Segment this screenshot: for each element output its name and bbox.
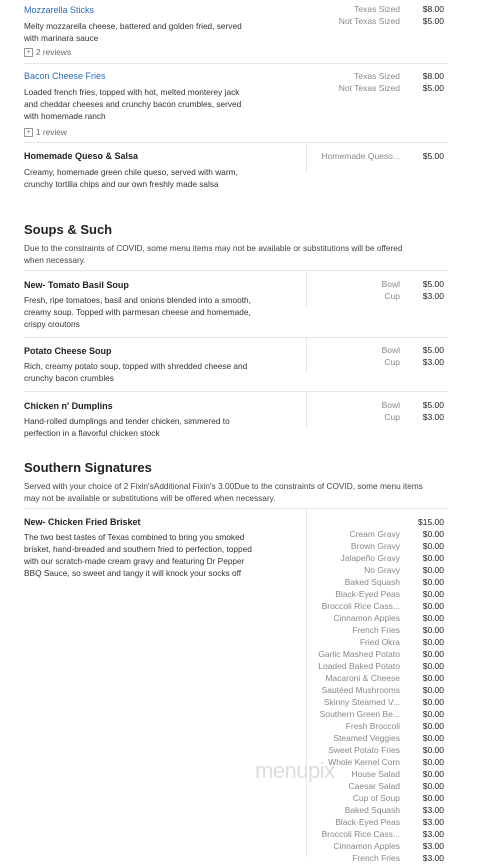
item-description: Loaded french fries, topped with hot, melted monterey jack and cheddar cheeses and crunchy bacon crumbles, served with homemade ranch	[24, 87, 242, 121]
size-labels	[339, 70, 400, 94]
fixin-price: $3.00	[422, 853, 444, 863]
fixin-name: Baked Squash	[344, 805, 400, 815]
fixin-name: Fried Okra	[359, 637, 400, 647]
fixin-option	[24, 612, 448, 624]
fixin-price: $0.00	[422, 673, 444, 683]
fixin-price: $3.00	[422, 841, 444, 851]
size-labels	[382, 344, 400, 368]
menu-item	[24, 337, 448, 392]
price: $5.00	[422, 400, 444, 410]
size-label: Bowl	[381, 345, 400, 355]
menu-item	[24, 392, 448, 444]
fixin-price: $0.00	[422, 637, 444, 647]
fixin-name: Broccoli Rice Cass...	[321, 829, 400, 839]
item-description: Creamy, homemade green chile queso, served with warm, crunchy tortilla chips and our own freshly made salsa	[24, 167, 238, 189]
reviews-link[interactable]	[24, 127, 67, 137]
fixin-option	[24, 588, 448, 600]
price: $5.00	[422, 345, 444, 355]
fixin-option	[24, 672, 448, 684]
fixin-price: $0.00	[422, 601, 444, 611]
fixin-price: $3.00	[422, 817, 444, 827]
fixin-name: Southern Green Be...	[319, 709, 400, 719]
fixin-option	[24, 660, 448, 672]
price: $3.00	[422, 412, 444, 422]
fixin-name: French Fries	[352, 853, 400, 863]
menu-item	[24, 270, 448, 338]
fixin-name: Cinnamon Apples	[333, 841, 400, 851]
fixin-option	[24, 648, 448, 660]
price: $5.00	[422, 83, 444, 93]
fixin-option	[24, 744, 448, 756]
fixin-option	[24, 696, 448, 708]
fixin-name: No Gravy	[364, 565, 400, 575]
reviews-count: 2 reviews	[36, 47, 72, 57]
fixin-name: Garlic Mashed Potato	[318, 649, 400, 659]
section-note: Served with your choice of 2 Fixin'sAdditional Fixin's 3.00Due to the constraints of COVID, some menu items may not be available or substitutions will be offered when necessary.	[24, 481, 423, 503]
fixin-option	[24, 564, 448, 576]
fixin-price: $0.00	[422, 793, 444, 803]
size-label: Not Texas Sized	[338, 83, 400, 93]
item-description: Melty mozzarella cheese, battered and golden fried, served with marinara sauce	[24, 21, 242, 43]
fixin-name: Loaded Baked Potato	[318, 661, 400, 671]
fixin-name: House Salad	[351, 769, 400, 779]
price-list	[423, 150, 444, 162]
size-labels	[339, 3, 400, 27]
plus-icon: +	[24, 128, 33, 137]
price: $8.00	[422, 4, 444, 14]
fixin-name: Whole Kernel Corn	[328, 757, 400, 767]
fixin-option	[24, 840, 448, 852]
size-labels	[382, 399, 400, 423]
price-list	[423, 344, 444, 368]
divider	[306, 271, 307, 307]
fixin-price: $0.00	[422, 577, 444, 587]
fixin-name: Fresh Broccoli	[345, 721, 400, 731]
size-label: Not Texas Sized	[338, 16, 400, 26]
fixin-option	[24, 576, 448, 588]
price-list	[423, 278, 444, 302]
fixin-price: $0.00	[422, 781, 444, 791]
item-description: The two best tastes of Texas combined to bring you smoked brisket, hand-breaded and southern fried to perfection, topped with our scratch-made cream gravy and featuring Dr Pepper BBQ Sauce, so sweet and tangy it will knock your socks off	[24, 532, 252, 578]
fixin-name: Caesar Salad	[348, 781, 400, 791]
size-labels	[322, 150, 400, 162]
fixin-price: $0.00	[422, 553, 444, 563]
fixin-option	[24, 600, 448, 612]
reviews-count: 1 review	[36, 127, 67, 137]
fixin-name: Black-Eyed Peas	[335, 589, 400, 599]
fixin-price: $0.00	[422, 757, 444, 767]
fixin-option	[24, 852, 448, 864]
reviews-link[interactable]	[24, 47, 71, 57]
fixin-name: Brown Gravy	[350, 541, 400, 551]
item-name: Potato Cheese Soup	[24, 346, 112, 356]
divider	[306, 337, 307, 373]
fixin-name: Sautéed Mushrooms	[321, 685, 400, 695]
fixin-price: $0.00	[422, 721, 444, 731]
base-price: $15.00	[418, 517, 444, 527]
fixin-option	[24, 636, 448, 648]
fixin-option	[24, 552, 448, 564]
price: $3.00	[422, 291, 444, 301]
item-description: Fresh, ripe tomatoes, basil and onions blended into a smooth, creamy soup. Topped with parmesan cheese and homemade, crispy croutons	[24, 295, 251, 329]
fixin-price: $0.00	[422, 697, 444, 707]
fixin-name: Cup of Soup	[352, 793, 400, 803]
fixin-name: Jalapeño Gravy	[340, 553, 400, 563]
fixin-price: $0.00	[422, 613, 444, 623]
size-label: Cup	[384, 412, 400, 422]
fixin-name: Skinny Steamed V...	[323, 697, 400, 707]
size-label: Cup	[384, 357, 400, 367]
fixin-option	[24, 780, 448, 792]
fixin-option	[24, 540, 448, 552]
size-label: Cup	[384, 291, 400, 301]
size-label: Texas Sized	[354, 4, 400, 14]
price: $3.00	[422, 357, 444, 367]
item-name: New- Tomato Basil Soup	[24, 280, 129, 290]
fixin-option	[24, 768, 448, 780]
menu-item	[24, 64, 448, 143]
fixin-name: Sweet Potato Fries	[328, 745, 400, 755]
fixin-name: Macaroni & Cheese	[325, 673, 400, 683]
fixin-price: $0.00	[422, 685, 444, 695]
fixin-price: $0.00	[422, 769, 444, 779]
size-label: Bowl	[381, 400, 400, 410]
fixin-price: $0.00	[422, 745, 444, 755]
fixin-price: $0.00	[422, 625, 444, 635]
fixin-price: $0.00	[422, 661, 444, 671]
fixin-price: $0.00	[422, 529, 444, 539]
fixin-price: $3.00	[422, 829, 444, 839]
item-name: Chicken n' Dumplins	[24, 401, 113, 411]
price: $5.00	[422, 151, 444, 161]
menu-item	[24, 508, 448, 863]
fixin-option	[24, 624, 448, 636]
fixin-price: $0.00	[422, 733, 444, 743]
fixin-option	[24, 720, 448, 732]
fixin-price: $0.00	[422, 565, 444, 575]
section-title: Soups & Such	[24, 222, 113, 237]
item-description: Hand-rolled dumplings and tender chicken, simmered to perfection in a flavorful chicken stock	[24, 416, 230, 438]
size-label: Bowl	[381, 279, 400, 289]
fixin-name: Black-Eyed Peas	[335, 817, 400, 827]
size-labels	[382, 278, 400, 302]
price: $5.00	[422, 16, 444, 26]
price-list	[423, 3, 444, 27]
item-description: Rich, creamy potato soup, topped with shredded cheese and crunchy bacon crumbles	[24, 361, 248, 383]
fixin-price: $0.00	[422, 541, 444, 551]
fixin-price: $0.00	[422, 709, 444, 719]
watermark-logo: menupix	[255, 758, 335, 783]
fixin-name: Steamed Veggies	[333, 733, 400, 743]
menu-item	[24, 0, 448, 64]
fixin-name: Cinnamon Apples	[333, 613, 400, 623]
plus-icon: +	[24, 48, 33, 57]
size-label: Texas Sized	[354, 71, 400, 81]
price-list	[423, 399, 444, 423]
divider	[306, 143, 307, 173]
fixin-name: Broccoli Rice Cass...	[321, 601, 400, 611]
divider	[306, 392, 307, 428]
size-label: Homemade Queso...	[321, 151, 400, 161]
fixin-option	[24, 732, 448, 744]
fixin-option	[24, 828, 448, 840]
fixin-option	[24, 756, 448, 768]
item-name-link[interactable]: Bacon Cheese Fries	[24, 71, 106, 81]
menu-item	[24, 143, 448, 205]
fixin-price: $0.00	[422, 589, 444, 599]
fixin-price: $0.00	[422, 649, 444, 659]
fixin-option	[24, 528, 448, 540]
price: $5.00	[422, 279, 444, 289]
price-list	[423, 70, 444, 94]
fixin-name: Cream Gravy	[349, 529, 400, 539]
fixin-option	[24, 792, 448, 804]
fixin-name: Baked Squash	[344, 577, 400, 587]
section-title: Southern Signatures	[24, 460, 152, 475]
fixin-option	[24, 708, 448, 720]
item-name-link[interactable]: Mozzarella Sticks	[24, 5, 95, 15]
section-note: Due to the constraints of COVID, some menu items may not be available or substitutions will be offered when necessary.	[24, 243, 403, 265]
fixin-price: $3.00	[422, 805, 444, 815]
fixin-option	[24, 816, 448, 828]
fixin-option	[24, 804, 448, 816]
item-name: Homemade Queso & Salsa	[24, 151, 139, 161]
price: $8.00	[422, 71, 444, 81]
fixin-option	[24, 684, 448, 696]
item-name: New- Chicken Fried Brisket	[24, 517, 141, 527]
fixin-name: French Fries	[352, 625, 400, 635]
